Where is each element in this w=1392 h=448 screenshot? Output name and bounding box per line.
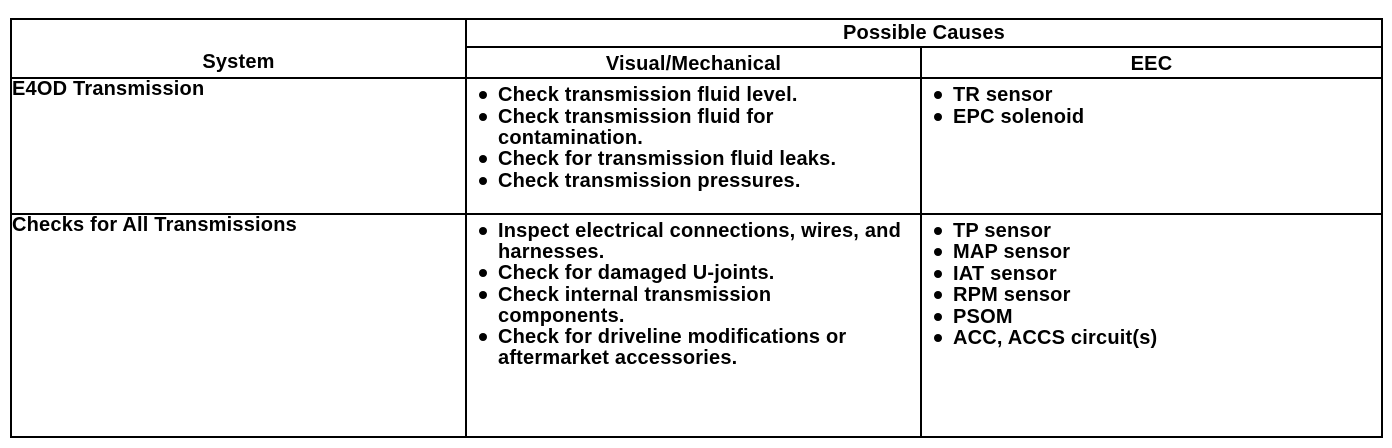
eec-cell: [921, 78, 1382, 214]
bullet-icon: [479, 113, 487, 121]
system-cell: Checks for All Transmissions: [11, 214, 466, 437]
bullet-icon: [479, 155, 487, 163]
bullet-icon: [934, 291, 942, 299]
list-item: [477, 85, 916, 106]
list-item: [932, 264, 1377, 285]
bullet-icon: [934, 270, 942, 278]
bullet-icon: [479, 333, 487, 341]
bullet-list: [922, 215, 1381, 350]
list-item-text: EPC solenoid: [953, 105, 1085, 128]
list-item-text: Check for driveline modifications or aftermarket accessories.: [498, 326, 847, 370]
eec-column-header: EEC: [921, 47, 1382, 78]
list-item: [477, 149, 916, 170]
list-item-text: TP sensor: [953, 219, 1052, 242]
bullet-icon: [479, 291, 487, 299]
list-item-text: Check transmission fluid for contamination.: [498, 105, 774, 149]
system-column-header: System: [11, 19, 466, 78]
bullet-icon: [934, 313, 942, 321]
possible-causes-header: Possible Causes: [466, 19, 1382, 47]
system-cell: E4OD Transmission: [11, 78, 466, 214]
bullet-list: [467, 215, 920, 370]
list-item: [477, 171, 916, 192]
bullet-icon: [479, 91, 487, 99]
list-item-text: TR sensor: [953, 84, 1053, 106]
bullet-icon: [479, 177, 487, 185]
list-item: [477, 221, 916, 263]
table-row: [11, 214, 1382, 437]
table-row: [11, 78, 1382, 214]
bullet-list: [922, 79, 1381, 128]
list-item-text: IAT sensor: [953, 262, 1057, 285]
list-item-text: MAP sensor: [953, 241, 1071, 264]
list-item: [932, 285, 1377, 306]
list-item-text: Inspect electrical connections, wires, and harnesses.: [498, 219, 901, 263]
list-item-text: Check for damaged U-joints.: [498, 262, 775, 285]
list-item: [477, 285, 916, 327]
list-item-text: Check for transmission fluid leaks.: [498, 148, 837, 170]
list-item: [932, 85, 1377, 106]
bullet-icon: [934, 227, 942, 235]
list-item: [477, 107, 916, 149]
list-item: [932, 242, 1377, 263]
list-item-text: RPM sensor: [953, 284, 1071, 307]
bullet-icon: [934, 113, 942, 121]
bullet-icon: [934, 334, 942, 342]
list-item: [932, 307, 1377, 328]
visual-mechanical-cell: [466, 78, 921, 214]
bullet-icon: [934, 91, 942, 99]
visual-mechanical-cell: [466, 214, 921, 437]
list-item: [932, 328, 1377, 349]
eec-cell: [921, 214, 1382, 437]
list-item-text: PSOM: [953, 305, 1013, 328]
visual-mechanical-column-header: Visual/Mechanical: [466, 47, 921, 78]
bullet-icon: [479, 269, 487, 277]
bullet-list: [467, 79, 920, 192]
list-item-text: Check internal transmission components.: [498, 283, 772, 327]
list-item: [477, 327, 916, 369]
list-item: [932, 107, 1377, 128]
list-item: [932, 221, 1377, 242]
diagnostic-table: [10, 18, 1383, 438]
list-item: [477, 263, 916, 284]
bullet-icon: [479, 227, 487, 235]
list-item-text: ACC, ACCS circuit(s): [953, 327, 1158, 350]
list-item-text: Check transmission fluid level.: [498, 84, 798, 106]
list-item-text: Check transmission pressures.: [498, 169, 801, 192]
bullet-icon: [934, 248, 942, 256]
